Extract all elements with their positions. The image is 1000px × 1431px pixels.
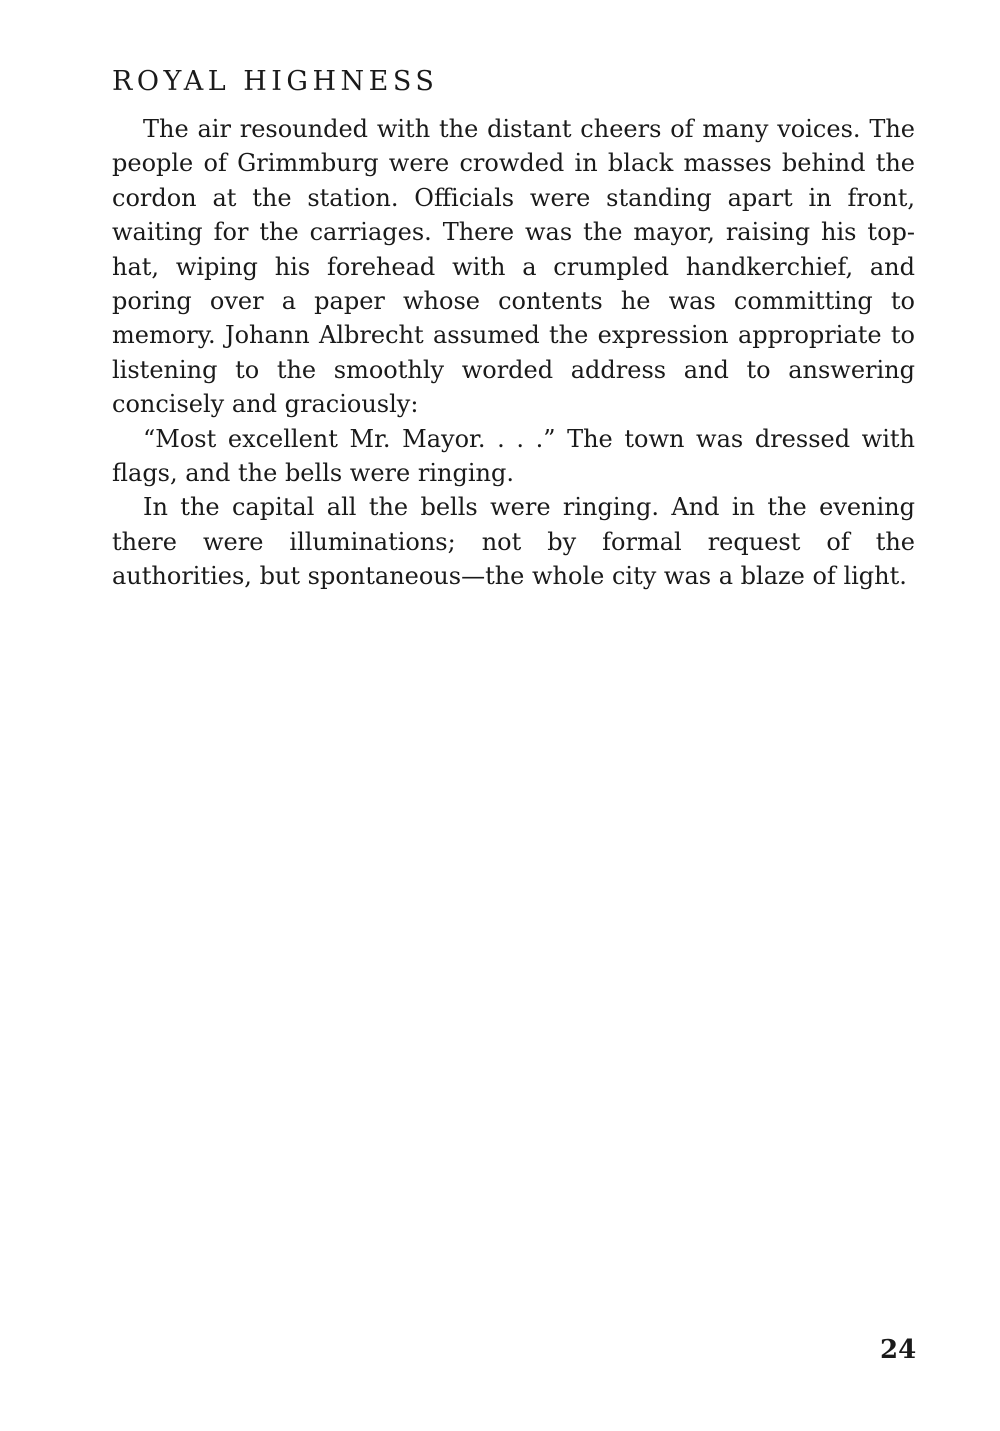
page-number: 24	[880, 1335, 917, 1365]
body-text	[112, 112, 915, 594]
paragraph-2: “Most excellent Mr. Mayor. . . .” The town was dressed with flags, and the bells were ringing.	[112, 424, 915, 488]
running-head-title: ROYAL HIGHNESS	[112, 66, 439, 97]
paragraph-1: The air resounded with the distant cheers of many voices. The people of Grimmburg were crowded in black masses behind the cordon at the station. Officials were standing apart in front, waiting for the carriages. There was the mayor, raising his top-hat, wiping his forehead with a crumpled handkerchief, and poring over a paper whose contents he was committing to memory. Johann Albrecht assumed the expression appropriate to listening to the smoothly worded address and to answering concisely and graciously:	[112, 115, 915, 419]
paragraph-3: In the capital all the bells were ringing. And in the evening there were illuminations; not by formal request of the authorities, but spontaneous—the whole city was a blaze of light.	[112, 493, 915, 591]
